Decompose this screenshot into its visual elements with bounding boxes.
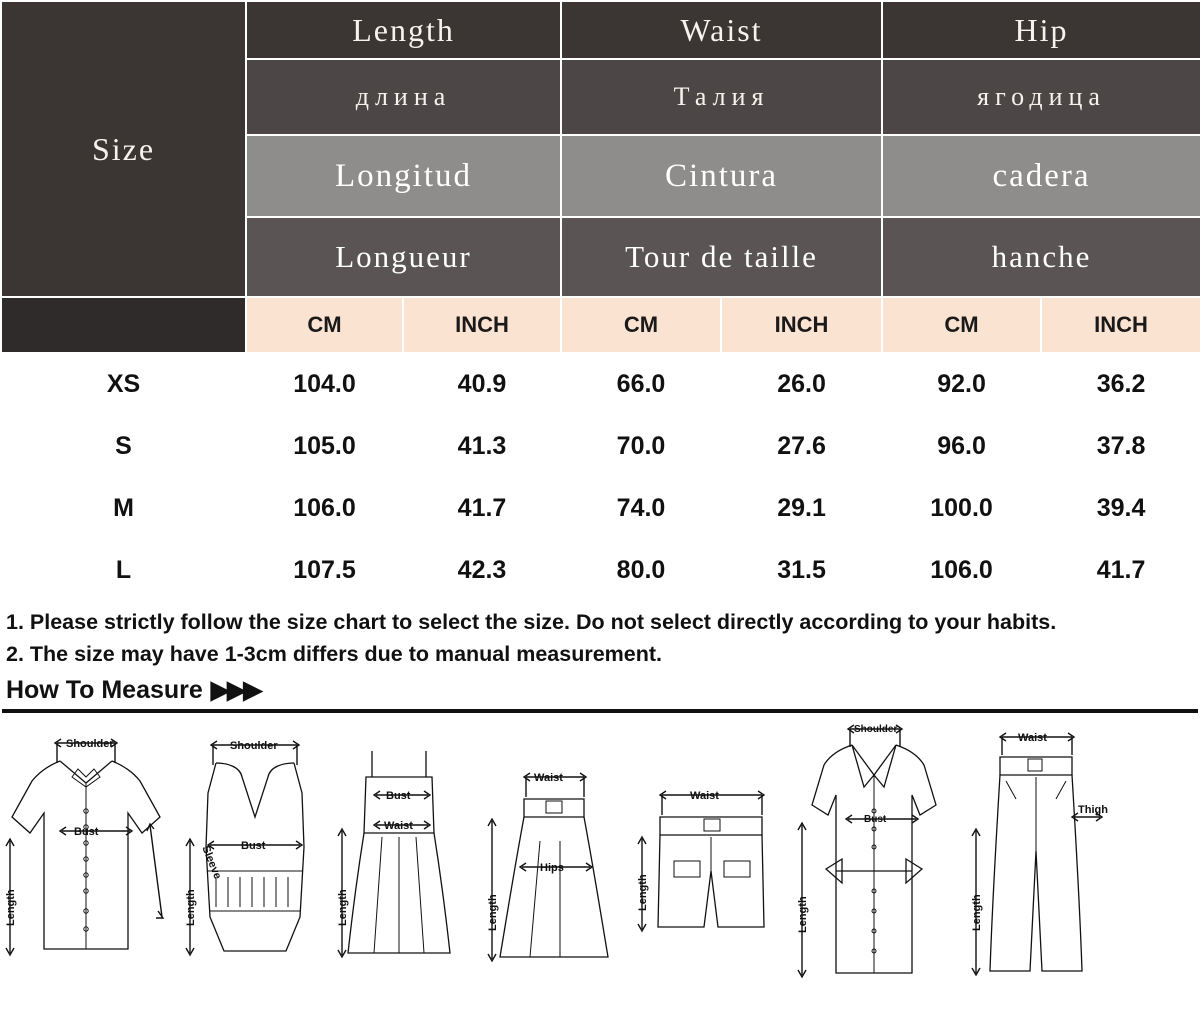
cell-m-hip-cm: 100.0 <box>882 477 1041 539</box>
cell-s-waist-in: 27.6 <box>721 415 882 477</box>
cell-l-hip-in: 41.7 <box>1041 539 1201 601</box>
svg-text:Length: Length <box>487 894 499 932</box>
svg-text:Sleeve: Sleeve <box>199 844 224 882</box>
table-row <box>1 477 1201 539</box>
header-hip-es: cadera <box>882 135 1201 217</box>
svg-text:Shoulder: Shoulder <box>230 740 278 753</box>
row-size-xs: XS <box>1 353 246 415</box>
cell-m-waist-in: 29.1 <box>721 477 882 539</box>
svg-text:Length: Length <box>5 889 17 927</box>
unit-spacer-cell <box>1 297 246 353</box>
figure-coat <box>790 721 960 983</box>
svg-text:Bust: Bust <box>386 790 411 803</box>
note-line-2: 2. The size may have 1-3cm differs due to manual measurement. <box>6 641 662 666</box>
cell-xs-waist-cm: 66.0 <box>561 353 721 415</box>
unit-waist-cm: CM <box>561 297 721 353</box>
header-hip-fr: hanche <box>882 217 1201 297</box>
measurement-figures <box>0 715 1200 983</box>
svg-text:Bust: Bust <box>241 840 266 853</box>
svg-text:Waist: Waist <box>534 772 563 785</box>
chevron-right-icon: ▶▶▶ <box>210 676 260 705</box>
svg-text:Shoulder: Shoulder <box>854 724 898 736</box>
note-line-1: 1. Please strictly follow the size chart to select the size. Do not select directly according to your habits. <box>6 610 1057 634</box>
row-size-m: M <box>1 477 246 539</box>
cell-xs-length-in: 40.9 <box>403 353 561 415</box>
how-to-measure-title: How To Measure <box>6 675 203 704</box>
cell-l-waist-cm: 80.0 <box>561 539 721 601</box>
unit-length-inch: INCH <box>403 297 561 353</box>
cell-xs-hip-cm: 92.0 <box>882 353 1041 415</box>
cell-m-length-in: 41.7 <box>403 477 561 539</box>
row-size-l: L <box>1 539 246 601</box>
figure-skirt <box>480 721 630 983</box>
cell-l-waist-in: 31.5 <box>721 539 882 601</box>
header-row-units <box>1 297 1201 353</box>
figure-tank-top <box>180 721 330 983</box>
cell-xs-hip-in: 36.2 <box>1041 353 1201 415</box>
svg-text:Length: Length <box>971 894 983 932</box>
cell-xs-waist-in: 26.0 <box>721 353 882 415</box>
cell-m-hip-in: 39.4 <box>1041 477 1201 539</box>
unit-waist-inch: INCH <box>721 297 882 353</box>
row-size-s: S <box>1 415 246 477</box>
size-header-cell: Size <box>1 1 246 297</box>
header-hip-en: Hip <box>882 1 1201 59</box>
unit-hip-inch: INCH <box>1041 297 1201 353</box>
svg-text:Hips: Hips <box>540 862 564 875</box>
header-waist-ru: Талия <box>561 59 882 135</box>
table-row <box>1 539 1201 601</box>
header-length-fr: Longueur <box>246 217 561 297</box>
how-to-measure-header <box>0 675 1200 705</box>
unit-hip-cm: CM <box>882 297 1041 353</box>
table-row <box>1 415 1201 477</box>
svg-text:Waist: Waist <box>690 790 719 803</box>
cell-m-length-cm: 106.0 <box>246 477 403 539</box>
header-hip-ru: ягодица <box>882 59 1201 135</box>
svg-text:Waist: Waist <box>1018 732 1047 745</box>
svg-text:Length: Length <box>637 874 649 912</box>
svg-text:Thigh: Thigh <box>1078 804 1108 817</box>
cell-s-hip-in: 37.8 <box>1041 415 1201 477</box>
cell-l-length-cm: 107.5 <box>246 539 403 601</box>
figure-dress <box>330 721 480 983</box>
header-waist-es: Cintura <box>561 135 882 217</box>
cell-xs-length-cm: 104.0 <box>246 353 403 415</box>
cell-s-hip-cm: 96.0 <box>882 415 1041 477</box>
divider <box>2 709 1198 713</box>
svg-text:Shoulder: Shoulder <box>66 738 114 751</box>
cell-l-length-in: 42.3 <box>403 539 561 601</box>
figure-shorts <box>630 721 790 983</box>
header-length-es: Longitud <box>246 135 561 217</box>
header-length-ru: длина <box>246 59 561 135</box>
svg-text:Bust: Bust <box>74 826 99 839</box>
cell-s-length-in: 41.3 <box>403 415 561 477</box>
unit-length-cm: CM <box>246 297 403 353</box>
header-waist-en: Waist <box>561 1 882 59</box>
cell-s-length-cm: 105.0 <box>246 415 403 477</box>
cell-m-waist-cm: 74.0 <box>561 477 721 539</box>
cell-l-hip-cm: 106.0 <box>882 539 1041 601</box>
svg-text:Length: Length <box>337 889 349 927</box>
header-length-en: Length <box>246 1 561 59</box>
table-row <box>1 353 1201 415</box>
svg-text:Length: Length <box>185 889 197 927</box>
svg-text:Bust: Bust <box>864 814 887 826</box>
size-notes <box>0 602 1200 669</box>
header-waist-fr: Tour de taille <box>561 217 882 297</box>
figure-trousers <box>960 721 1110 983</box>
figure-blouse <box>0 721 224 983</box>
svg-text:Length: Length <box>797 896 809 934</box>
cell-s-waist-cm: 70.0 <box>561 415 721 477</box>
header-row-english <box>1 1 1201 59</box>
svg-text:Waist: Waist <box>384 820 413 833</box>
